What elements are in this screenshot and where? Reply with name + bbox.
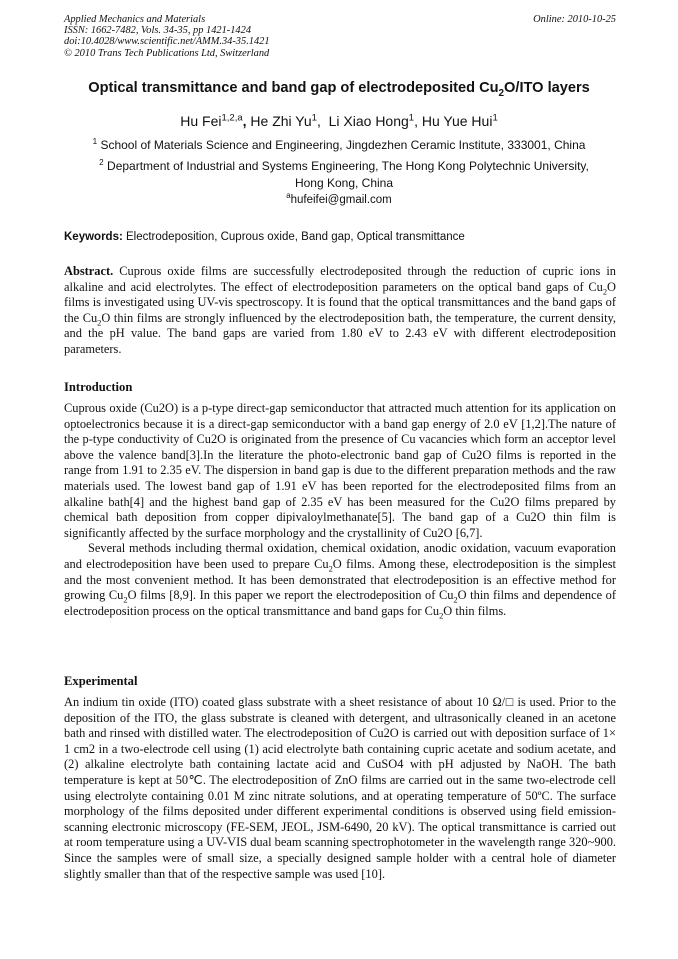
journal-header	[64, 14, 616, 59]
author: Hu Fei$^{1,2,a}$,	[180, 112, 247, 129]
keywords-label: Keywords:	[64, 231, 123, 243]
abstract: Abstract. Cuprous oxide films are successfully electrodeposited through the reduction of cupric ions in alkaline and acid electrolytes. The effect of electrodeposition parameters on the optical band gaps of $Cu_2O$ films is investigated using UV-vis spectroscopy. It is found that the optical transmittances and the band gaps of the $Cu_2O$ thin films are strongly influenced by the electrodeposition bath, the temperature, the current density, and the pH value. The band gaps are varied from 1.80 eV to 2.43 eV with different electrodeposition parameters.	[64, 264, 616, 356]
experimental-body: An indium tin oxide (ITO) coated glass substrate with a sheet resistance of about 10 Ω/□ is used. Prior to the deposition of the ITO, the glass substrate is cleaned with detergent, and ultrasonically cleaned in an acetone bath and rinsed with distilled water. The electrodeposition of Cu2O is carried out with deposition surface of 1× 1 cm2 in a two-electrode cell using (1) acid electrolyte bath containing cupric acetate and sodium acetate, and (2) alkaline electrolyte bath containing lactate acid and CuSO4 with pH adjusted by NaOH. The bath temperature is kept at 50℃. The electrodeposition of ZnO films are carried out in the same two-electrode cell using electrolyte containing 0.01 M zinc nitrate solutions, and at operating temperature of 50ºC. The surface morphology of the films deposited under different experimental conditions is observed using field emission-scanning electronic microscopy (FE-SEM, JEOL, JSM-6490, 20 kV). The optical transmittance is carried out at room temperature using a UV-VIS dual beam scanning spectrophotometer in the wavelength range 320~900. Since the samples were of small size, a specially designed sample holder with a central hole of diameter slightly smaller than that of the respective sample was used [10].	[64, 695, 616, 881]
section-heading-experimental: Experimental	[64, 674, 138, 688]
author-list	[40, 113, 638, 129]
author: Li Xiao Hong$^1$,	[328, 112, 422, 129]
doi: doi:10.4028/www.scientific.net/AMM.34-35.1421	[64, 36, 270, 48]
author: Hu Yue Hui$^1$	[421, 112, 498, 129]
section-heading-introduction: Introduction	[64, 380, 133, 394]
copyright: © 2010 Trans Tech Publications Ltd, Switzerland	[64, 47, 270, 59]
corresponding-email: $^a$hufeifei@gmail.com	[286, 191, 392, 206]
paragraph: Cuprous oxide (Cu2O) is a p-type direct-gap semiconductor that attracted much attention for its application on optoelectronics because it is a direct-gap semiconductor with a band gap energy of 2.0 eV [1,2].The nature of the p-type conductivity of Cu2O is originated from the presence of Cu vacancies which form an acceptor level above the valence band[3].In the literature the photo-electronic band gap of Cu2O films is reported in the range from 1.91 to 2.35 eV. The dispersion in band gap is due to the different preparation methods and the raw materials used. The lowest band gap of 1.91 eV has been reported for the electrodeposited films from an alkaline bath[4] and the highest band gap of 2.35 eV has been measured for the Cu2O films prepared by chemical bath deposition from copper dipivaloylmethanate[5]. The band gap of a Cu2O thin film is significantly affected by the surface morphology and the crystallinity of Cu2O [6,7].	[64, 401, 616, 540]
introduction-body: Cuprous oxide (Cu2O) is a p-type direct-gap semiconductor that attracted much attention for its application on optoelectronics because it is a direct-gap semiconductor with a band gap energy of 2.0 eV [1,2].The nature of the p-type conductivity of Cu2O is originated from the presence of Cu vacancies which form an acceptor level above the valence band[3].In the literature the photo-electronic band gap of Cu2O films is reported in the range from 1.91 to 2.35 eV. The dispersion in band gap is due to the different preparation methods and the raw materials used. The lowest band gap of 1.91 eV has been reported for the electrodeposited films from an alkaline bath[4] and the highest band gap of 2.35 eV has been measured for the Cu2O films prepared by chemical bath deposition from copper dipivaloylmethanate[5]. The band gap of a Cu2O thin film is significantly affected by the surface morphology and the crystallinity of Cu2O [6,7]. Several methods including thermal oxidation, chemical oxidation, anodic oxidation, vacuum evaporation and electrodeposition have been used to prepare $Cu_2O$ films. Among these, electrodeposition is the simplest and the most convenient method. It has been demonstrated that electrodeposition is an effective method for growing $Cu_2O$ films [8,9]. In this paper we report the electrodeposition of $Cu_2O$ thin films and dependence of electrodeposition process on the optical transmittance and band gaps for $Cu_2O$ thin films.	[64, 401, 617, 621]
abstract-label: Abstract.	[64, 264, 114, 278]
affiliation-1: $^1$ School of Materials Science and Engineering, Jingdezhen Ceramic Institute, 333001, China	[92, 137, 586, 152]
author: He Zhi Yu$^1$,	[250, 112, 329, 129]
online-date: Online: 2010-10-25	[533, 14, 616, 25]
issn: ISSN: 1662-7482, Vols. 34-35, pp 1421-1424	[64, 25, 252, 37]
keywords: Keywords: Electrodeposition, Cuprous oxide, Band gap, Optical transmittance	[64, 231, 465, 243]
affiliation-2: $^2$ Department of Industrial and Systems Engineering, The Hong Kong Polytechnic University, Hong Kong, China	[99, 158, 589, 190]
paper-title: Optical transmittance and band gap of electrodeposited $Cu_2O$/ITO layers	[88, 80, 590, 99]
journal-name: Applied Mechanics and Materials	[64, 14, 206, 25]
